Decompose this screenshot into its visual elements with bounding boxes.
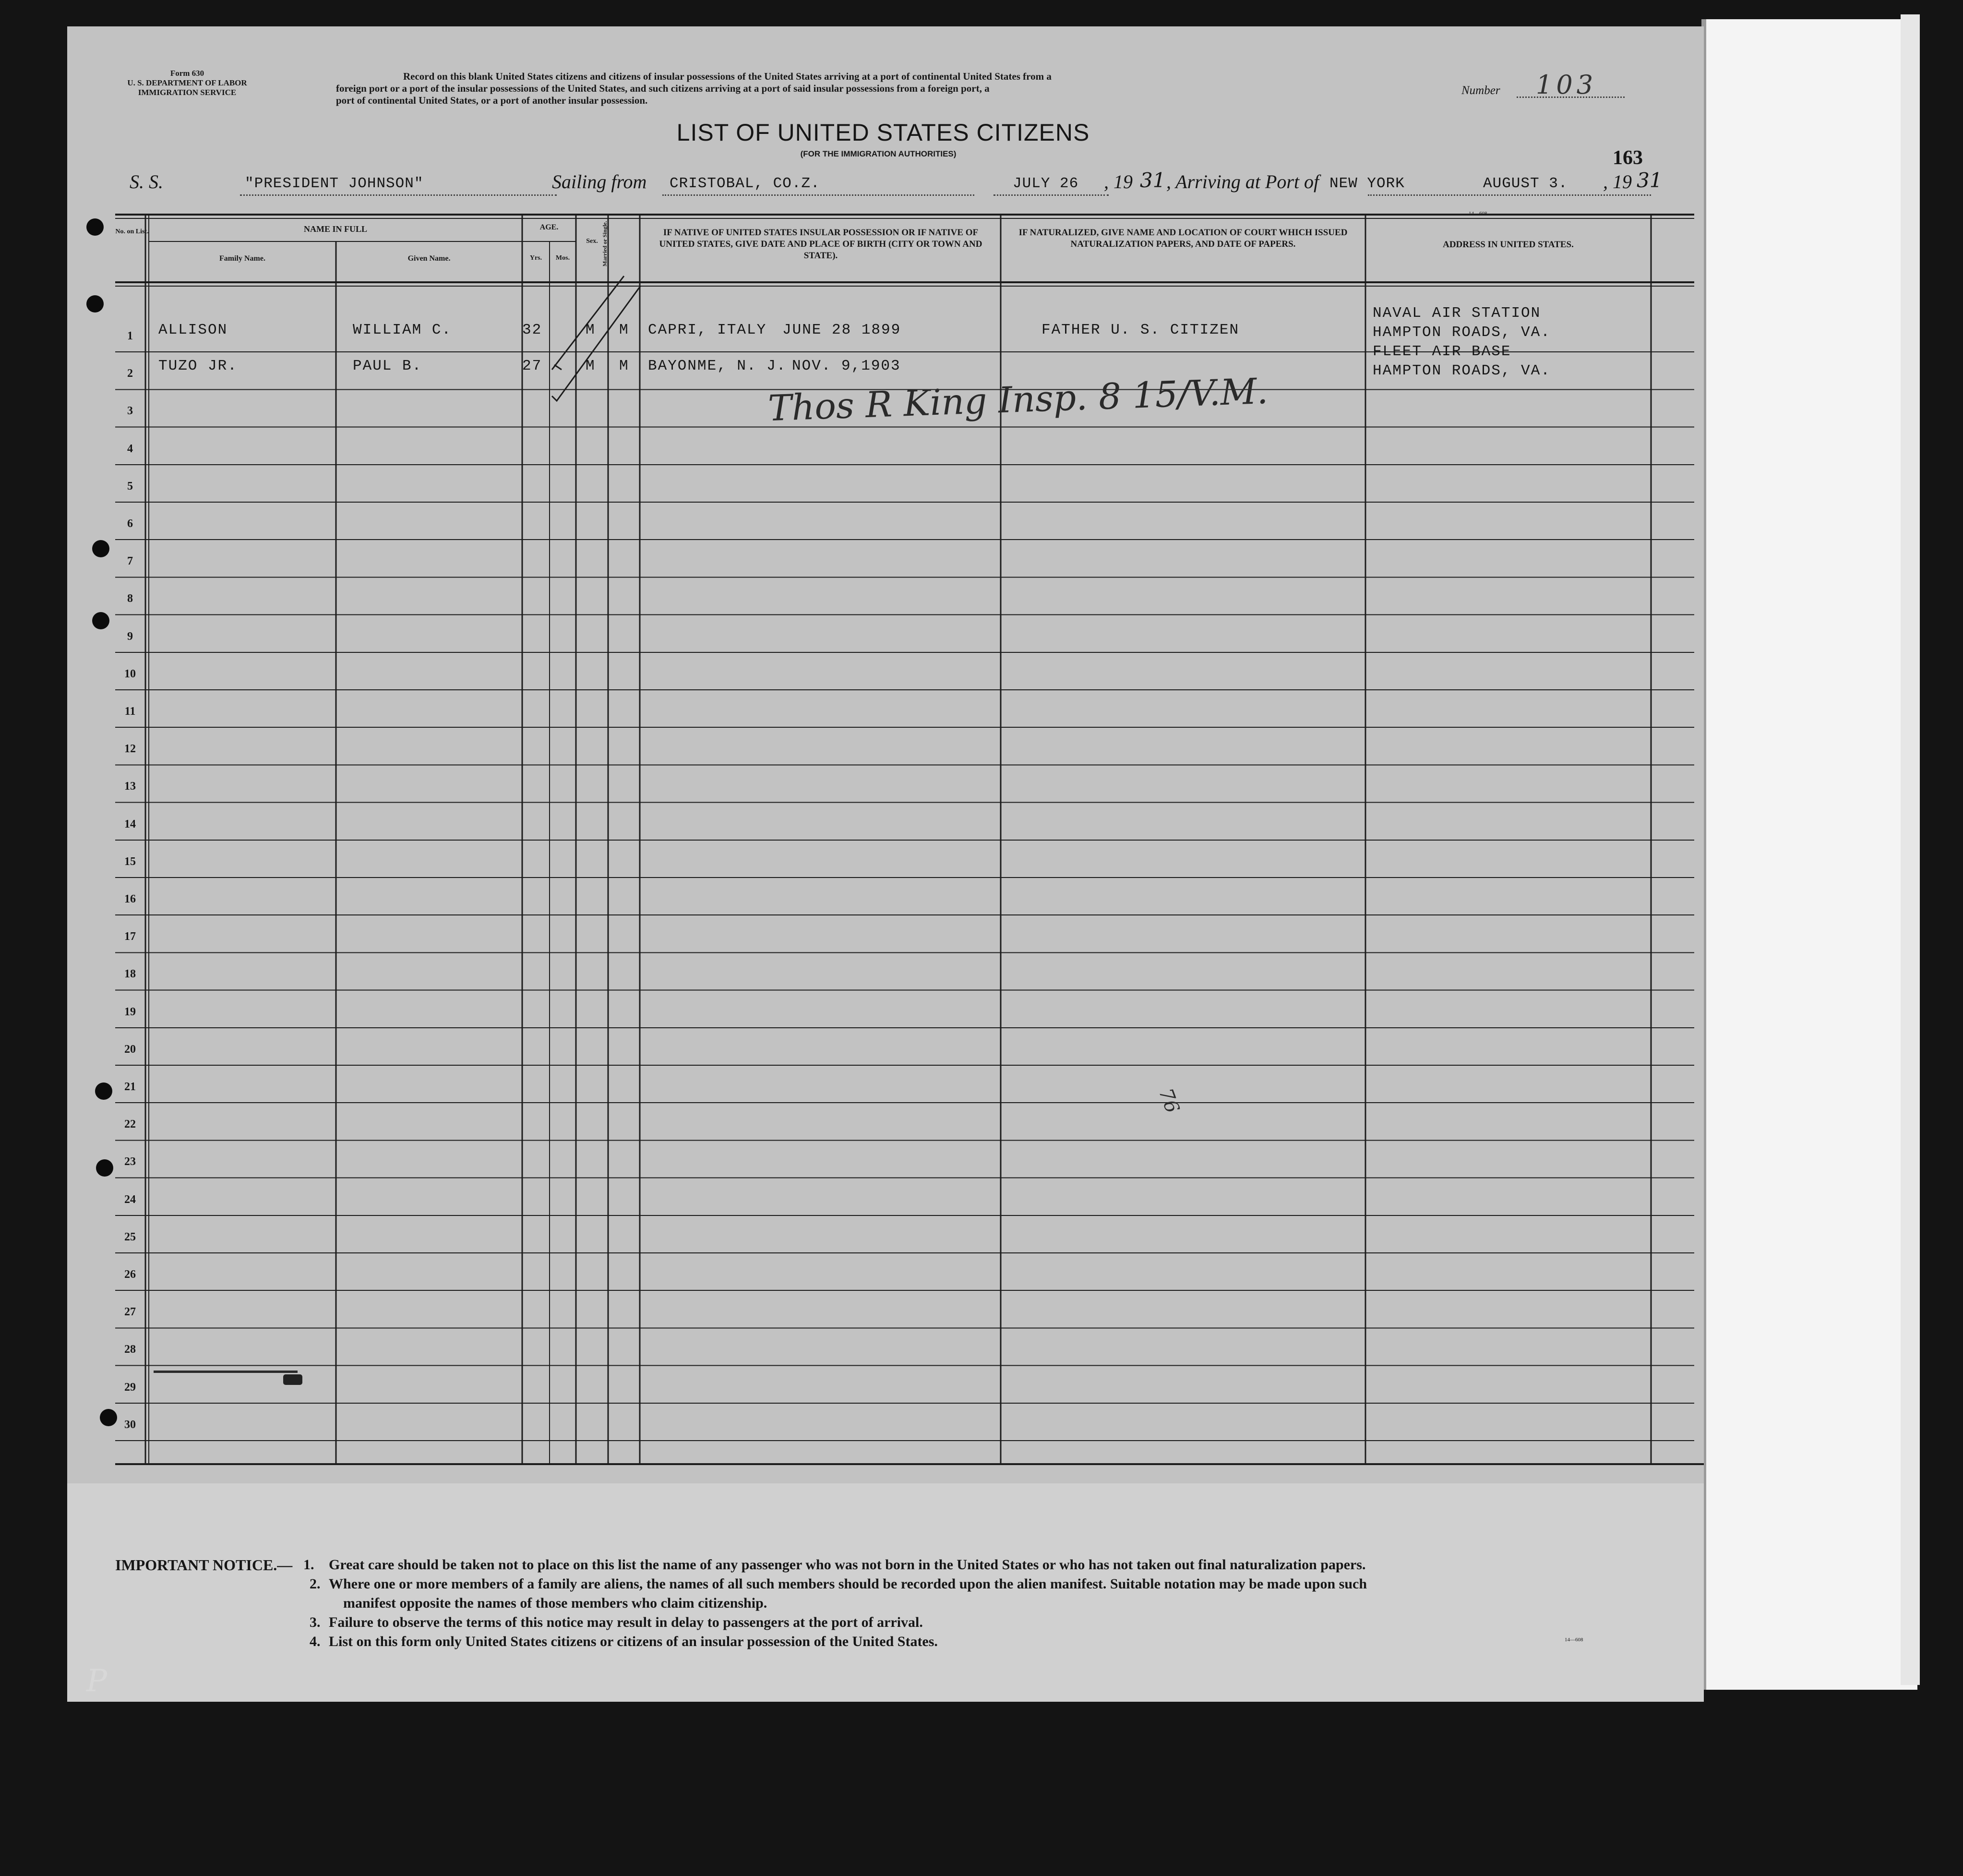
row-number: 30 bbox=[124, 1418, 136, 1431]
p1-family-name: ALLISON bbox=[158, 322, 228, 338]
p2-given-name: PAUL B. bbox=[353, 358, 422, 374]
ship-name: "PRESIDENT JOHNSON" bbox=[245, 175, 424, 192]
row-number: 18 bbox=[124, 968, 136, 981]
row-number: 1 bbox=[127, 330, 133, 342]
row-number: 25 bbox=[124, 1230, 136, 1243]
department-name: U. S. DEPARTMENT OF LABOR bbox=[127, 78, 247, 87]
instructions-line-3: port of continental United States, or a port of another insular possession. bbox=[336, 95, 648, 106]
row-rules bbox=[115, 352, 1694, 1441]
row-number: 13 bbox=[124, 780, 136, 793]
row-number: 26 bbox=[124, 1268, 136, 1281]
number-label: Number bbox=[1461, 84, 1500, 97]
sex-header: Sex. bbox=[586, 238, 598, 245]
punch-hole bbox=[92, 612, 109, 629]
notice-item-2-line-1: Where one or more members of a family are aliens, the names of all such members should be recorded upon the alien manifest. Suitable notation may be made upon such bbox=[329, 1576, 1367, 1592]
notice-item-4-number: 4. bbox=[310, 1634, 321, 1649]
underlying-page bbox=[1701, 19, 1917, 1690]
punch-hole bbox=[100, 1409, 117, 1426]
notice-item-3: Failure to observe the terms of this notice may result in delay to passengers at the port of arrival. bbox=[329, 1614, 923, 1630]
margin-number: 76 bbox=[1154, 1085, 1184, 1116]
given-name-header: Given Name. bbox=[407, 254, 451, 263]
row-number: 20 bbox=[124, 1043, 136, 1056]
marital-header: Married or Single. bbox=[601, 221, 608, 266]
name-in-full-header: NAME IN FULL bbox=[303, 224, 367, 234]
arrival-date: AUGUST 3. bbox=[1483, 175, 1568, 192]
notice-item-2-number: 2. bbox=[310, 1576, 321, 1592]
number-value: 103 bbox=[1536, 70, 1597, 100]
sailing-year-suffix: 31 bbox=[1140, 168, 1166, 192]
check-mark-row-2 bbox=[552, 286, 641, 401]
row-number: 7 bbox=[127, 555, 133, 568]
notice-item-3-number: 3. bbox=[310, 1614, 321, 1630]
mos-header: Mos. bbox=[555, 254, 570, 262]
p2-age-yrs: 27 bbox=[522, 358, 542, 374]
printer-code: 14—608 bbox=[1469, 211, 1487, 216]
page-number: 163 bbox=[1613, 147, 1643, 169]
underlying-page-edge bbox=[1901, 14, 1920, 1685]
page-title: LIST OF UNITED STATES CITIZENS bbox=[676, 119, 1090, 146]
sailing-from-port: CRISTOBAL, CO.Z. bbox=[670, 175, 820, 192]
row-number: 28 bbox=[124, 1343, 136, 1356]
p2-address-line-2: HAMPTON ROADS, VA. bbox=[1373, 362, 1551, 379]
arrival-year-prefix: , 19 bbox=[1603, 171, 1632, 192]
family-name-header: Family Name. bbox=[219, 254, 265, 263]
p1-address-line-2: HAMPTON ROADS, VA. bbox=[1373, 324, 1551, 341]
row-number: 14 bbox=[124, 818, 136, 830]
notice-item-1: Great care should be taken not to place on this list the name of any passenger who was not born in the United States or who has not taken out final naturalization papers. bbox=[329, 1557, 1366, 1573]
row-number: 9 bbox=[127, 630, 133, 643]
row-number: 5 bbox=[127, 480, 133, 493]
naturalized-header: IF NATURALIZED, GIVE NAME AND LOCATION OF COURT WHICH ISSUED NATURALIZATION PAPERS, AND DATE OF PAPERS. bbox=[1018, 228, 1348, 249]
row-number: 27 bbox=[124, 1306, 136, 1319]
row-number: 11 bbox=[124, 705, 136, 718]
yrs-header: Yrs. bbox=[529, 254, 542, 262]
row-number: 16 bbox=[124, 893, 136, 905]
native-header: IF NATIVE OF UNITED STATES INSULAR POSSESSION OR IF NATIVE OF UNITED STATES, GIVE DATE AND PLACE OF BIRTH (CITY OR TOWN AND STATE). bbox=[659, 228, 982, 261]
row-number: 24 bbox=[124, 1193, 136, 1206]
page-subtitle: (FOR THE IMMIGRATION AUTHORITIES) bbox=[800, 149, 957, 158]
arrival-port: NEW YORK bbox=[1329, 175, 1405, 192]
manifest-sheet bbox=[67, 26, 1704, 1702]
service-name: IMMIGRATION SERVICE bbox=[138, 88, 237, 97]
row-number: 8 bbox=[127, 592, 133, 605]
punch-hole bbox=[92, 540, 109, 557]
p1-birth-place: CAPRI, ITALY bbox=[648, 322, 767, 338]
punch-hole bbox=[86, 295, 104, 313]
row-number: 4 bbox=[127, 442, 133, 455]
corner-mark: P bbox=[86, 1663, 108, 1699]
address-header: ADDRESS IN UNITED STATES. bbox=[1443, 240, 1574, 250]
smudge-blot bbox=[283, 1374, 302, 1385]
p1-marital: M bbox=[619, 322, 629, 338]
smudge-mark bbox=[154, 1371, 298, 1373]
row-number: 21 bbox=[124, 1081, 136, 1093]
p2-family-name: TUZO JR. bbox=[158, 358, 238, 374]
p2-sex: M bbox=[586, 358, 596, 374]
arrival-year-suffix: 31 bbox=[1637, 168, 1663, 192]
notice-heading: IMPORTANT NOTICE.— bbox=[115, 1556, 293, 1574]
punch-hole bbox=[95, 1082, 112, 1100]
row-number: 6 bbox=[127, 517, 133, 530]
row-number: 2 bbox=[127, 367, 133, 380]
p2-birth-place: BAYONME, N. J. bbox=[648, 358, 787, 374]
p1-birth-date: JUNE 28 1899 bbox=[782, 322, 901, 338]
p1-sex: M bbox=[586, 322, 596, 338]
p1-address-line-1: NAVAL AIR STATION bbox=[1373, 305, 1541, 322]
p2-birth-date: NOV. 9,1903 bbox=[792, 358, 901, 374]
ss-label: S. S. bbox=[130, 171, 163, 192]
row-number: 3 bbox=[127, 405, 133, 418]
sailing-year-prefix: , 19 bbox=[1104, 171, 1133, 192]
footer-code: 14—608 bbox=[1565, 1637, 1583, 1643]
row-number: 15 bbox=[124, 855, 136, 868]
sailing-from-label: Sailing from bbox=[552, 171, 647, 192]
p2-address-line-1: FLEET AIR BASE bbox=[1373, 343, 1511, 360]
notice-item-2-line-2: manifest opposite the names of those members who claim citizenship. bbox=[343, 1595, 767, 1611]
arriving-label: , Arriving at Port of bbox=[1166, 171, 1319, 192]
notice-item-1-number: 1. bbox=[303, 1557, 314, 1573]
row-number: 29 bbox=[124, 1381, 136, 1394]
punch-hole bbox=[96, 1159, 113, 1177]
inspector-signature: Thos R King Insp. 8 15/V.M. bbox=[767, 370, 1269, 430]
row-number: 17 bbox=[124, 930, 136, 943]
row-number: 10 bbox=[124, 667, 136, 680]
age-header: AGE. bbox=[539, 223, 559, 231]
no-on-list-header: No. on List. bbox=[115, 228, 149, 235]
form-number: Form 630 bbox=[170, 69, 204, 78]
instructions-line-2: foreign port or a port of the insular possessions of the United States, and such citizens arriving at a port of said insular possessions from a foreign port, a bbox=[336, 83, 990, 94]
instructions-line-1: Record on this blank United States citizens and citizens of insular possessions of the United States arriving at a port of continental United States from a bbox=[403, 71, 1052, 82]
row-number: 19 bbox=[124, 1005, 136, 1018]
p1-naturalization: FATHER U. S. CITIZEN bbox=[1041, 322, 1240, 338]
p2-marital: M bbox=[619, 358, 629, 374]
p1-age-yrs: 32 bbox=[522, 322, 542, 338]
row-number: 23 bbox=[124, 1155, 136, 1168]
p1-given-name: WILLIAM C. bbox=[353, 322, 452, 338]
row-number: 12 bbox=[124, 743, 136, 756]
punch-hole bbox=[86, 218, 104, 236]
notice-area bbox=[67, 1483, 1704, 1702]
notice-item-4: List on this form only United States citizens or citizens of an insular possession of the United States. bbox=[329, 1634, 938, 1649]
sailing-date: JULY 26 bbox=[1013, 175, 1079, 192]
row-number: 22 bbox=[124, 1118, 136, 1131]
